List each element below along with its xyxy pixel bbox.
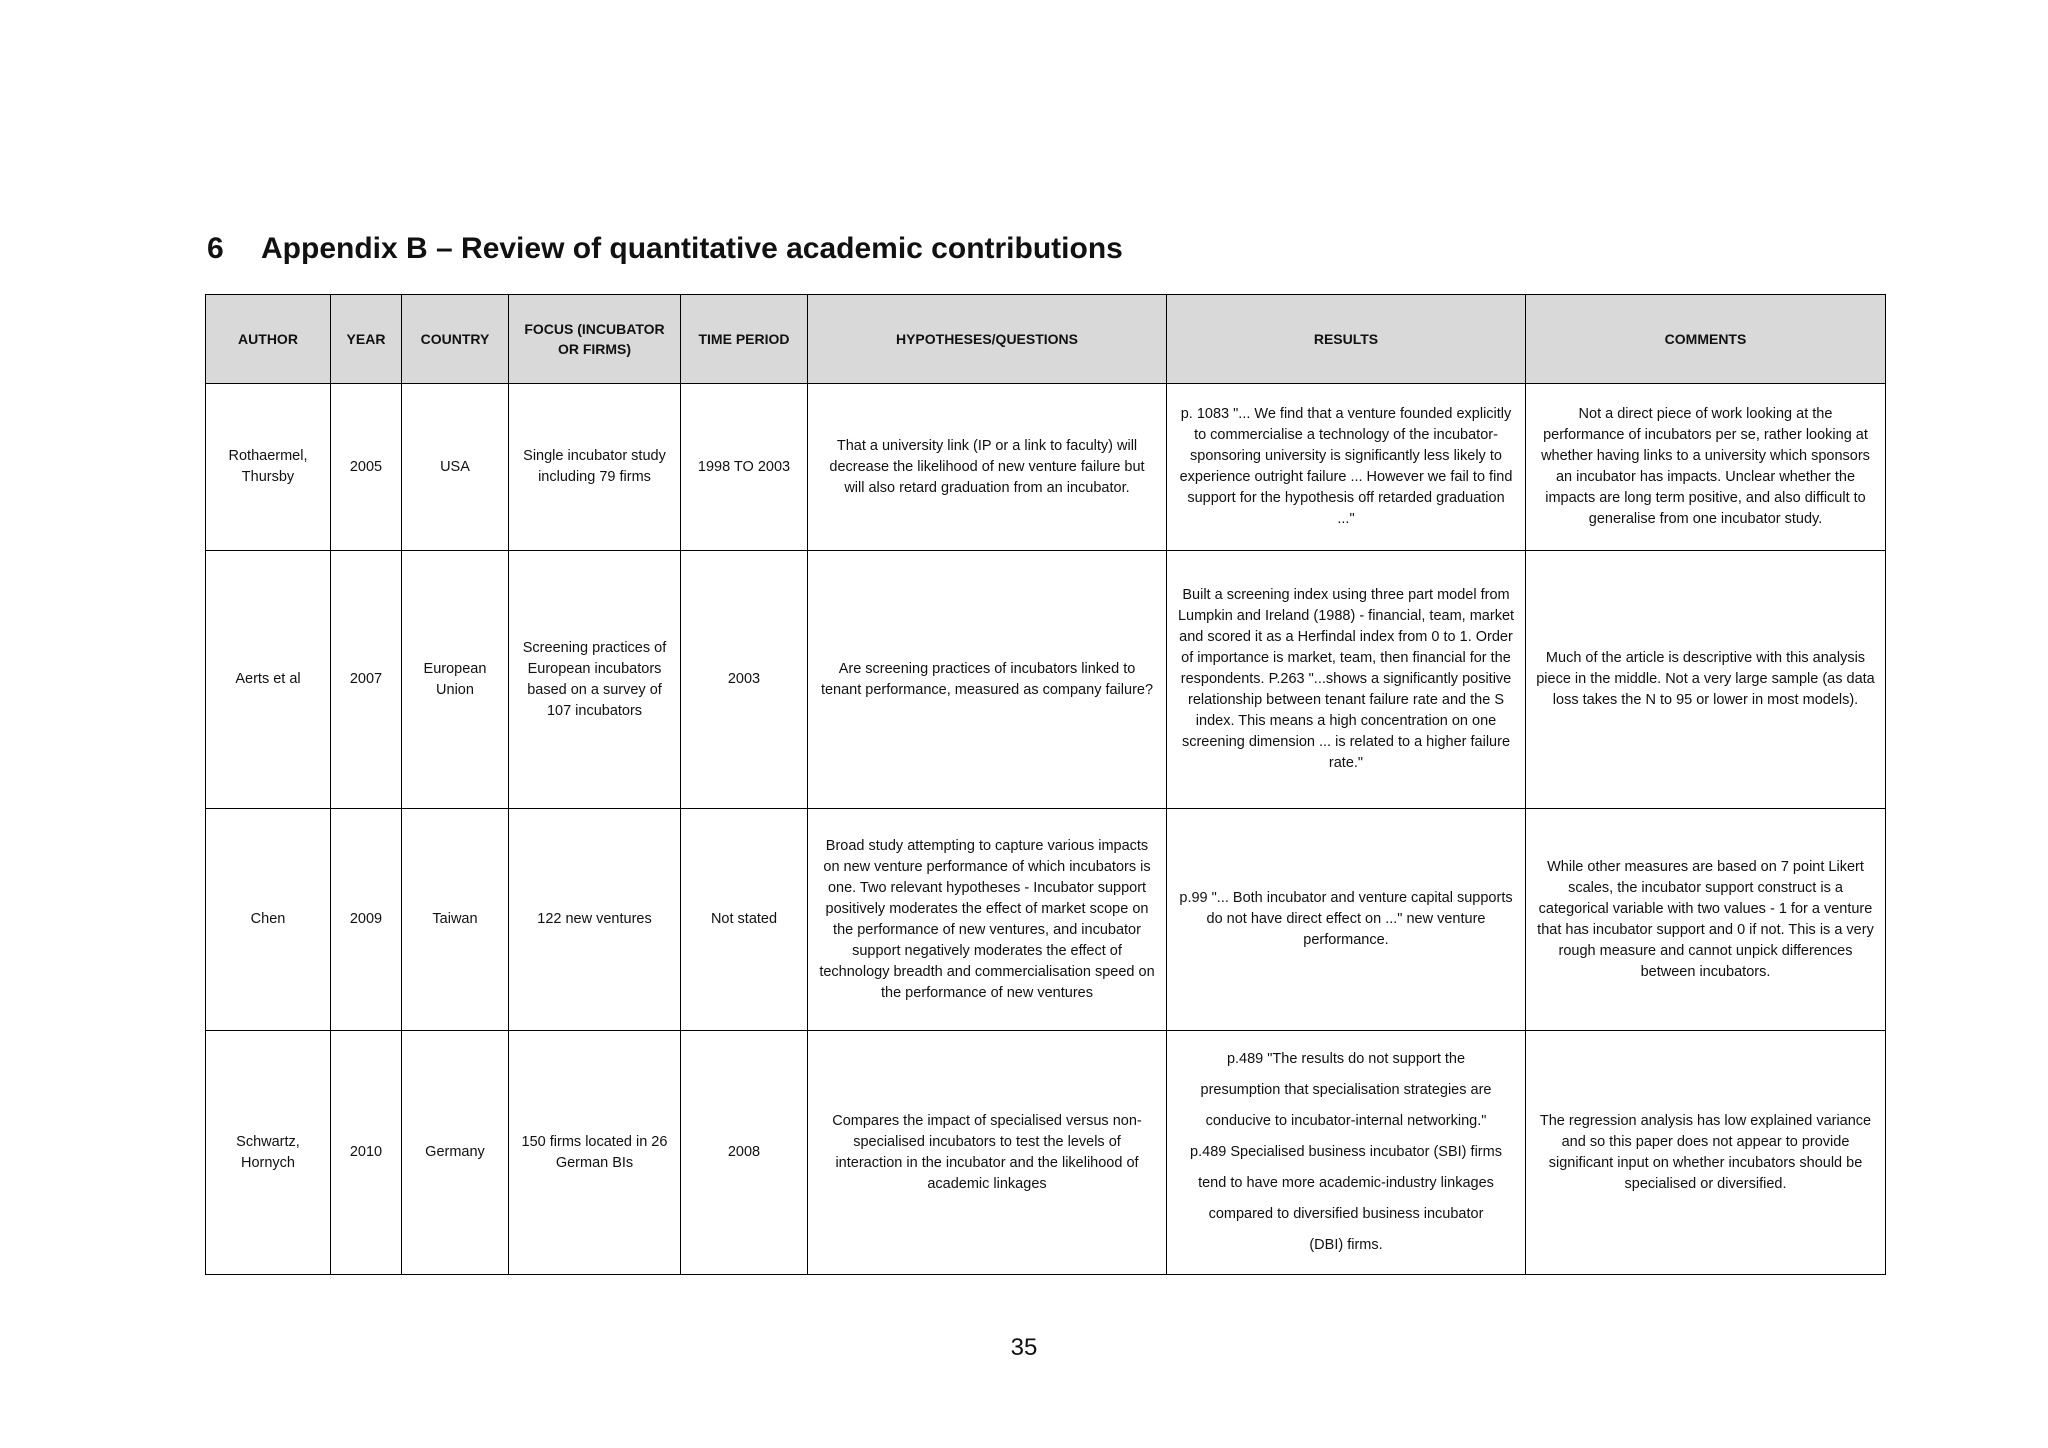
cell-comments: While other measures are based on 7 point Likert scales, the incubator support construct is a categorical variable with two values - 1 for a venture that has incubator support and 0 if not. This is a very rough measure and cannot unpick differences between incubators.	[1526, 809, 1886, 1031]
results-line: conducive to incubator-internal networking."	[1205, 1113, 1487, 1129]
section-title: Appendix B – Review of quantitative academic contributions	[261, 232, 1123, 265]
page-number: 35	[1010, 1334, 1038, 1361]
cell-author: Aerts et al	[206, 551, 331, 809]
results-line: p.489 Specialised business incubator (SBI) firms	[1190, 1144, 1502, 1160]
cell-focus: Single incubator study including 79 firms	[509, 384, 681, 551]
cell-hypotheses: Broad study attempting to capture various impacts on new venture performance of which incubators is one. Two relevant hypotheses - Incubator support positively moderates the effect of market scope on the performance of new ventures, and incubator support negatively moderates the effect of technology breadth and commercialisation speed on the performance of new ventures	[808, 809, 1167, 1031]
cell-results: p.99 "... Both incubator and venture capital supports do not have direct effect on ..." new venture performance.	[1167, 809, 1526, 1031]
section-heading	[207, 232, 1123, 266]
cell-hypotheses: Are screening practices of incubators linked to tenant performance, measured as company failure?	[808, 551, 1167, 809]
cell-author: Chen	[206, 809, 331, 1031]
cell-focus: 122 new ventures	[509, 809, 681, 1031]
cell-time-period: Not stated	[681, 809, 808, 1031]
cell-results: Built a screening index using three part model from Lumpkin and Ireland (1988) - financial, team, market and scored it as a Herfindal index from 0 to 1. Order of importance is market, team, then financial for the respondents. P.263 "...shows a significantly positive relationship between tenant failure rate and the S index. This means a high concentration on one screening dimension ... is related to a higher failure rate."	[1167, 551, 1526, 809]
cell-results	[1167, 1031, 1526, 1275]
table-row	[206, 809, 1886, 1031]
cell-hypotheses: That a university link (IP or a link to faculty) will decrease the likelihood of new venture failure but will also retard graduation from an incubator.	[808, 384, 1167, 551]
cell-year: 2005	[331, 384, 402, 551]
cell-time-period: 2003	[681, 551, 808, 809]
cell-year: 2009	[331, 809, 402, 1031]
header-results: RESULTS	[1167, 295, 1526, 384]
cell-comments: The regression analysis has low explained variance and so this paper does not appear to provide significant input on whether incubators should be specialised or diversified.	[1526, 1031, 1886, 1275]
cell-country: Germany	[402, 1031, 509, 1275]
header-hypotheses: HYPOTHESES/QUESTIONS	[808, 295, 1167, 384]
cell-year: 2007	[331, 551, 402, 809]
table-row	[206, 1031, 1886, 1275]
header-time-period: TIME PERIOD	[681, 295, 808, 384]
results-line: presumption that specialisation strategies are	[1200, 1082, 1492, 1098]
cell-year: 2010	[331, 1031, 402, 1275]
cell-comments: Much of the article is descriptive with this analysis piece in the middle. Not a very large sample (as data loss takes the N to 95 or lower in most models).	[1526, 551, 1886, 809]
header-author: AUTHOR	[206, 295, 331, 384]
review-table	[205, 294, 1886, 1275]
header-country: COUNTRY	[402, 295, 509, 384]
results-text	[1177, 1044, 1515, 1261]
cell-country: European Union	[402, 551, 509, 809]
cell-country: USA	[402, 384, 509, 551]
cell-time-period: 2008	[681, 1031, 808, 1275]
results-line: (DBI) firms.	[1309, 1237, 1383, 1253]
header-year: YEAR	[331, 295, 402, 384]
cell-country: Taiwan	[402, 809, 509, 1031]
header-row	[206, 295, 1886, 384]
results-line: p.489 "The results do not support the	[1226, 1051, 1466, 1067]
cell-author: Schwartz, Hornych	[206, 1031, 331, 1275]
header-comments: COMMENTS	[1526, 295, 1886, 384]
table-row	[206, 384, 1886, 551]
cell-focus: Screening practices of European incubators based on a survey of 107 incubators	[509, 551, 681, 809]
cell-hypotheses: Compares the impact of specialised versus non-specialised incubators to test the levels of interaction in the incubator and the likelihood of academic linkages	[808, 1031, 1167, 1275]
cell-author: Rothaermel, Thursby	[206, 384, 331, 551]
section-number: 6	[207, 232, 224, 265]
header-focus: FOCUS (INCUBATOR OR FIRMS)	[509, 295, 681, 384]
cell-comments: Not a direct piece of work looking at the performance of incubators per se, rather looking at whether having links to a university which sponsors an incubator has impacts. Unclear whether the impacts are long term positive, and also difficult to generalise from one incubator study.	[1526, 384, 1886, 551]
cell-focus: 150 firms located in 26 German BIs	[509, 1031, 681, 1275]
results-line: tend to have more academic-industry linkages	[1198, 1175, 1494, 1191]
cell-time-period: 1998 TO 2003	[681, 384, 808, 551]
table-row	[206, 551, 1886, 809]
results-line: compared to diversified business incubator	[1208, 1206, 1484, 1222]
cell-results: p. 1083 "... We find that a venture founded explicitly to commercialise a technology of the incubator-sponsoring university is significantly less likely to experience outright failure ... However we fail to find support for the hypothesis off retarded graduation ..."	[1167, 384, 1526, 551]
